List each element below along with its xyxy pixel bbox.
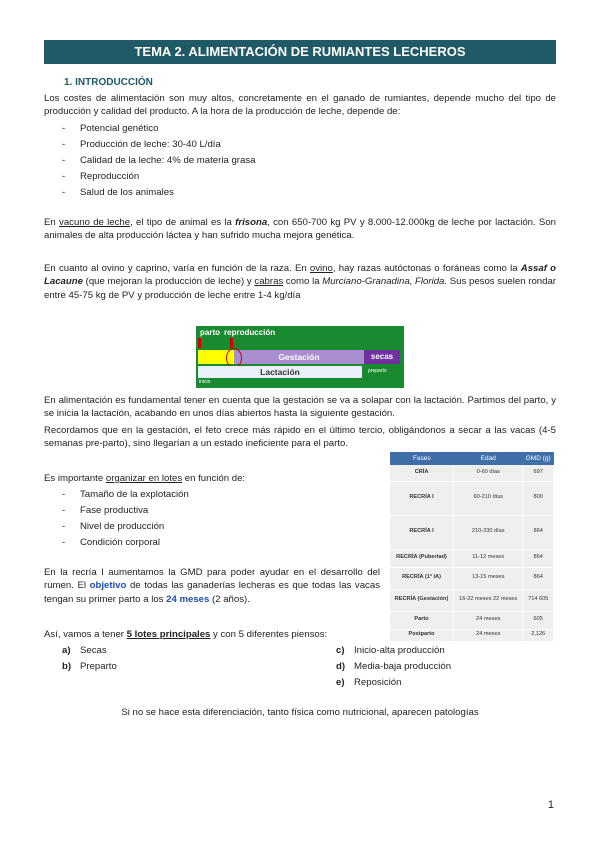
sheep-goat-paragraph: En cuanto al ovino y caprino, varía en función de la raza. En ovino, hay razas autóctonas o foráneas como la Assaf o Lacaune (que mejoran la producción de leche) y cabras como la Murciano-Granadina, Florida. Sus pesos suelen rondar entre 45-75 kg de PV y producción de leche entre 1-4 kg/día	[44, 263, 556, 301]
page-number: 1	[547, 799, 554, 811]
list-item: - Producción de leche: 30-40 L/día	[62, 139, 221, 150]
table-row: Parto 24 meses 605	[390, 611, 554, 629]
list-item: - Calidad de la leche: 4% de materia grasa	[62, 155, 256, 166]
table-row: RECRÍA (Gestación) 16-22 meses 22 meses 714 605	[390, 589, 554, 611]
list-item: - Potencial genético	[62, 123, 159, 134]
gestacion-bar: Gestación	[234, 350, 364, 364]
recria-paragraph: En la recría I aumentamos la GMD para poder ayudar en el desarrollo del rumen. El objetivo de todas las ganaderías lecheras es que todas las vacas tengan su primer parto a los 24 meses (2 años).	[44, 567, 380, 605]
lots-intro: Es importante organizar en lotes en función de:	[44, 473, 246, 484]
reproduccion-label: reproducción	[224, 328, 276, 337]
feeding-paragraph: En alimentación es fundamental tener en cuenta que la gestación se va a solapar con la lactación. Partimos del parto, y se inicia la lactación, acabando en unos días abiertos hasta la siguiente gestación.	[44, 395, 556, 420]
lots-main-intro: Así, vamos a tener 5 lotes principales y con 5 diferentes piensos:	[44, 629, 328, 640]
list-item: - Salud de los animales	[62, 187, 174, 198]
lactacion-bar: Lactación	[198, 366, 362, 378]
parto-arrow	[198, 338, 201, 348]
table-header: Edad	[454, 452, 523, 465]
lot-item: a) Secas	[62, 645, 107, 656]
table-header: Fases	[390, 452, 454, 465]
conclusion-paragraph: Si no se hace esta diferenciación, tanto física como nutricional, aparecen patologías	[121, 707, 479, 718]
list-item: - Fase productiva	[62, 505, 149, 516]
table-row: Postparto 24 meses 2,126	[390, 629, 554, 641]
list-item: - Condición corporal	[62, 537, 160, 548]
list-item: - Tamaño de la explotación	[62, 489, 189, 500]
list-item: - Reproducción	[62, 171, 140, 182]
section-heading: 1. INTRODUCCIÓN	[64, 77, 153, 88]
reproduccion-arrow	[230, 338, 233, 348]
preparto-label: preparto	[368, 368, 387, 374]
gmd-table	[390, 452, 554, 642]
cattle-paragraph: En vacuno de leche, el tipo de animal es la frisona, con 650-700 kg PV y 8.000-12.000kg de leche por lactación. Son animales de alta producción láctea y han sufrido mucha mejora genética.	[44, 217, 557, 242]
table-row: RECRÍA (Pubertad) 11-12 meses 864	[390, 549, 554, 567]
page-title: TEMA 2. ALIMENTACIÓN DE RUMIANTES LECHEROS	[44, 40, 556, 64]
secas-bar: secas	[364, 350, 400, 364]
intro-paragraph: Los costes de alimentación son muy altos, concretamente en el ganado de rumiantes, depende mucho del tipo de producción y calidad del producto. A la hora de la producción de leche, depende de:	[44, 93, 556, 118]
table-row: RECRÍA I 60-210 días 800	[390, 481, 554, 515]
parto-label: parto	[200, 328, 220, 337]
table-row: RECRÍA (1ª IA) 13-15 meses 864	[390, 567, 554, 589]
table-header: GMD (g)	[523, 452, 554, 465]
list-item: - Nivel de producción	[62, 521, 165, 532]
table-row: RECRÍA I 210-330 días 864	[390, 515, 554, 549]
table-header-row	[390, 452, 554, 465]
table-row: CRÍA 0-60 días 697	[390, 465, 554, 481]
inicio-label: inicio	[199, 379, 211, 385]
lot-item: b) Preparto	[62, 661, 117, 672]
lot-item: e) Reposición	[336, 677, 402, 688]
lot-item: d) Media-baja producción	[336, 661, 452, 672]
lot-item: c) Inicio-alta producción	[336, 645, 445, 656]
lactation-cycle-diagram	[196, 326, 404, 388]
overlap-marker	[226, 348, 242, 368]
gestation-paragraph: Recordamos que en la gestación, el feto crece más rápido en el último tercio, obligándonos a secar a las vacas (4-5 semanas pre-parto), sino llegarían a un estado ineficiente para el parto.	[44, 425, 556, 450]
